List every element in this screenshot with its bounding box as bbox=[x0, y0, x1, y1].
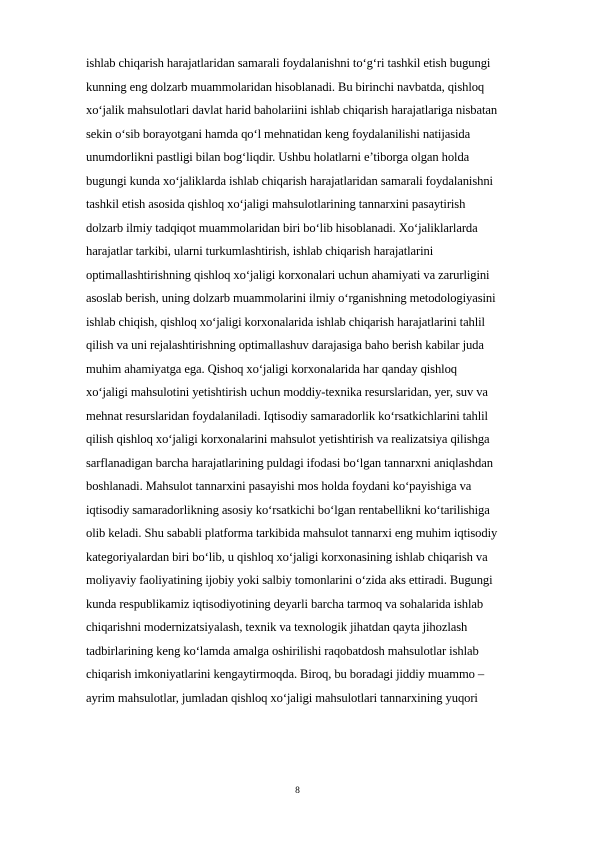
text-line: sarflanadigan barcha harajatlarining puldagi ifodasi bo‘lgan tannarxni aniqlashdan bbox=[86, 455, 493, 470]
text-line: moliyaviy faoliyatining ijobiy yoki salbiy tomonlarini o‘zida aks ettiradi. Bugungi bbox=[86, 573, 493, 587]
text-line: kunda respublikamiz iqtisodiyotining deyarli barcha tarmoq va sohalarida ishlab bbox=[86, 596, 484, 611]
text-line: muhim ahamiyatga ega. Qishoq xo‘jaligi korxonalarida har qanday qishloq bbox=[86, 361, 457, 376]
text-line: qilish va uni rejalashtirishning optimallashuv darajasiga baho berish kabilar juda bbox=[86, 338, 484, 352]
text-line: chiqarish imkoniyatlarini kengaytirmoqda. Biroq, bu boradagi jiddiy muammo – bbox=[86, 667, 485, 681]
text-line: optimallashtirishning qishloq xo‘jaligi korxonalari uchun ahamiyati va zarurligini bbox=[86, 267, 490, 282]
text-line: chiqarishni modernizatsiyalash, texnik va texnologik jihatdan qayta jihozlash bbox=[86, 620, 468, 634]
text-line: xo‘jaligi mahsulotini yetishtirish uchun moddiy-texnika resurslaridan, yer, suv va bbox=[86, 385, 488, 399]
text-line: ayrim mahsulotlar, jumladan qishloq xo‘jaligi mahsulotlari tannarxining yuqori bbox=[86, 690, 478, 705]
text-line: olib keladi. Shu sababli platforma tarkibida mahsulot tannarxi eng muhim iqtisodiy bbox=[86, 526, 498, 540]
text-line: unumdorlikni pastligi bilan bog‘liqdir. Ushbu holatlarni e’tiborga olgan holda bbox=[86, 150, 470, 164]
text-line: sekin o‘sib borayotgani hamda qo‘l mehnatidan keng foydalanilishi natijasida bbox=[86, 126, 471, 141]
text-line: ishlab chiqarish harajatlaridan samarali foydalanishni to‘g‘ri tashkil etish bugungi bbox=[86, 56, 491, 70]
text-line: tashkil etish asosida qishloq xo‘jaligi mahsulotlarining tannarxini pasaytirish bbox=[86, 197, 466, 211]
text-line: tadbirlarining keng ko‘lamda amalga oshirilishi raqobatdosh mahsulotlar ishlab bbox=[86, 643, 479, 658]
text-line: dolzarb ilmiy tadqiqot muammolaridan biri bo‘lib hisoblanadi. Xo‘jaliklarlarda bbox=[86, 220, 478, 235]
text-line: qilish qishloq xo‘jaligi korxonalarini mahsulot yetishtirish va realizatsiya qilishga bbox=[86, 432, 490, 446]
text-line: harajatlar tarkibi, ularni turkumlashtirish, ishlab chiqarish harajatlarini bbox=[86, 244, 434, 258]
text-line: kunning eng dolzarb muammolaridan hisoblanadi. Bu birinchi navbatda, qishloq bbox=[86, 79, 485, 94]
body-paragraph bbox=[86, 52, 554, 710]
text-line: iqtisodiy samaradorlikning asosiy ko‘rsatkichi bo‘lgan rentabellikni ko‘tarilishiga bbox=[86, 502, 490, 517]
text-line: bugungi kunda xo‘jaliklarda ishlab chiqarish harajatlaridan samarali foydalanishni bbox=[86, 173, 493, 188]
text-line: xo‘jalik mahsulotlari davlat harid baholariini ishlab chiqarish harajatlariga nisbatan bbox=[86, 103, 498, 117]
text-line: mehnat resurslaridan foydalaniladi. Iqtisodiy samaradorlik ko‘rsatkichlarini tahlil bbox=[86, 408, 488, 423]
text-line: ishlab chiqish, qishloq xo‘jaligi korxonalarida ishlab chiqarish harajatlarini tahlil bbox=[86, 314, 485, 329]
text-line: boshlanadi. Mahsulot tannarxini pasayishi mos holda foydani ko‘payishiga va bbox=[86, 479, 472, 493]
text-line: kategoriyalardan biri bo‘lib, u qishloq xo‘jaligi korxonasining ishlab chiqarish va bbox=[86, 549, 488, 564]
page-number: 8 bbox=[295, 786, 300, 796]
text-line: asoslab berish, uning dolzarb muammolarini ilmiy o‘rganishning metodologiyasini bbox=[86, 291, 496, 305]
